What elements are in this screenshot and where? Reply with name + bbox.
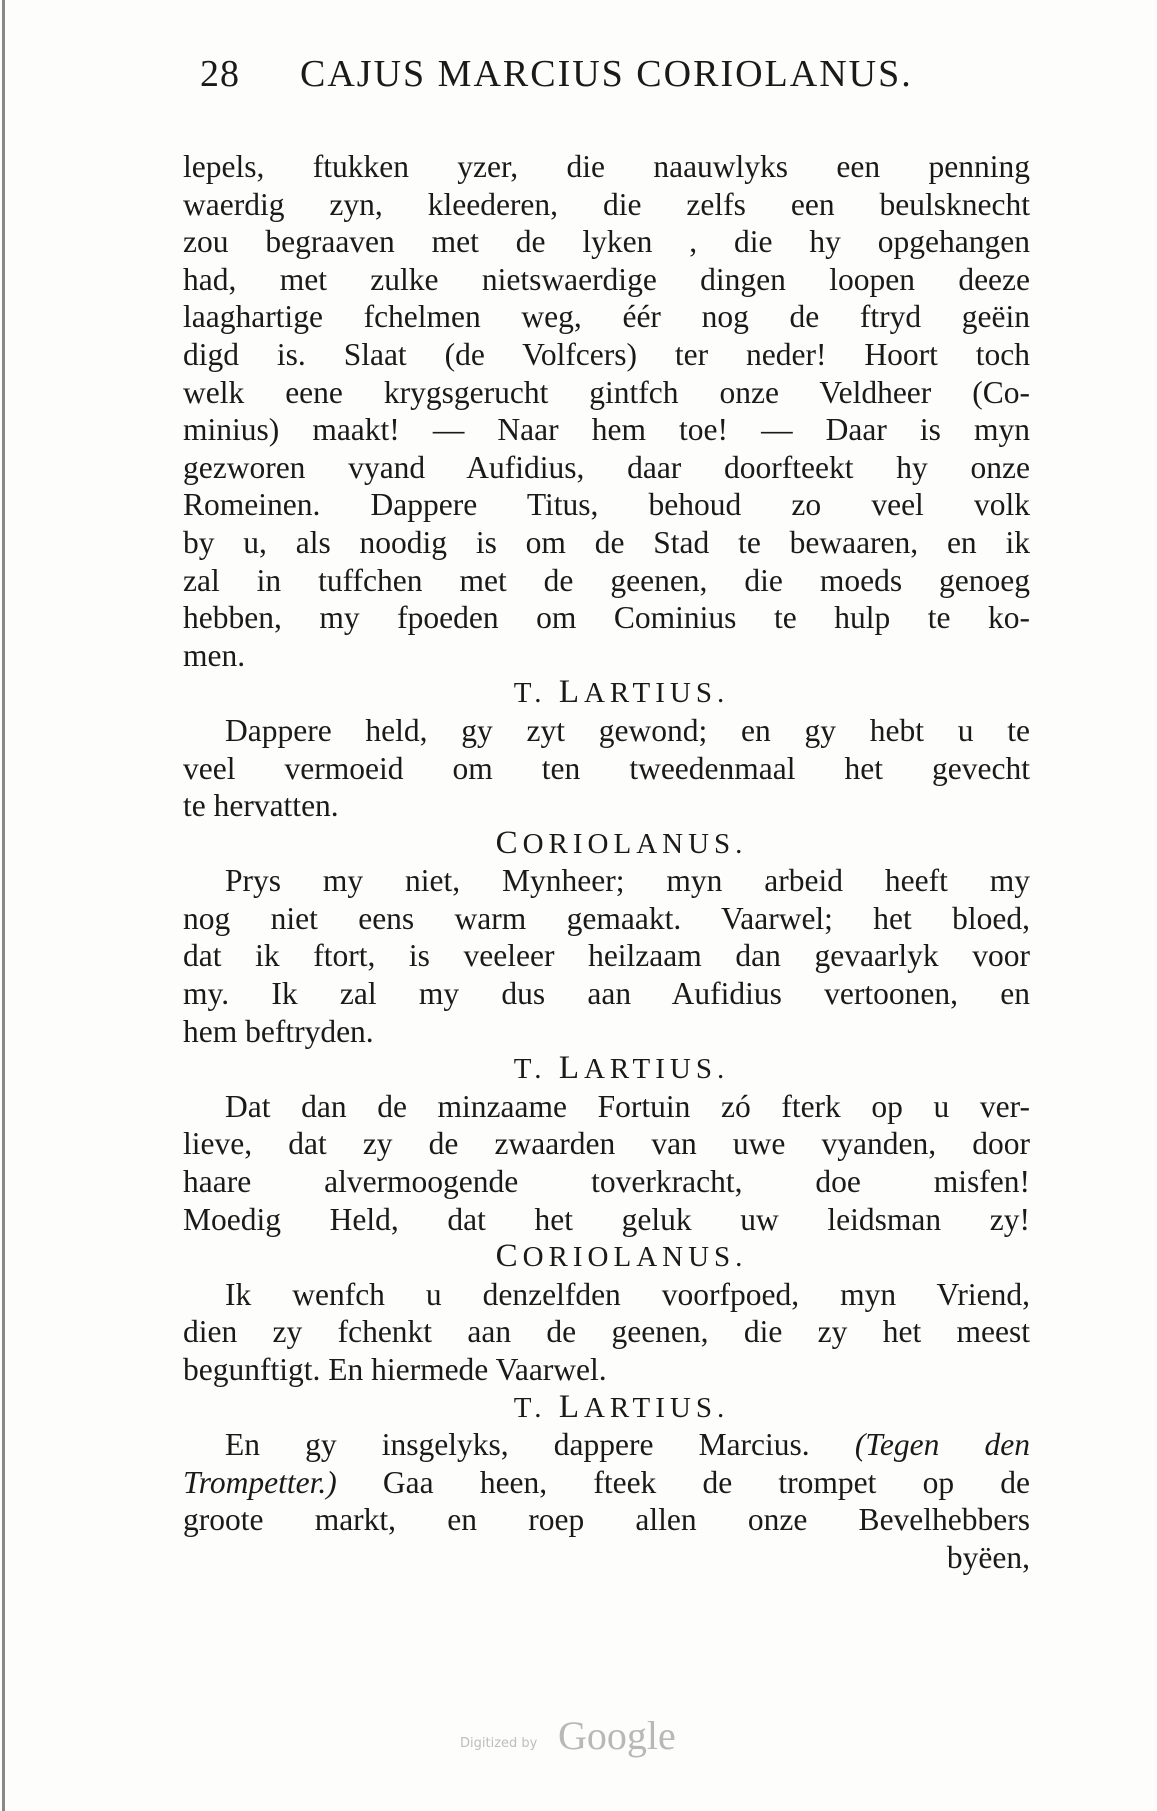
speaker-rest: ARTIUS. <box>583 677 730 710</box>
text-line: gezworen vyand Aufidius, daar doorfteekt hy onze <box>183 449 1030 485</box>
text-line: laaghartige fchelmen weg, éér nog de ftryd geëin <box>183 299 1030 335</box>
text-line: men. <box>183 637 246 673</box>
speaker-initial: T. <box>513 1391 547 1424</box>
text-line: dat ik ftort, is veeleer heilzaam dan gevaarlyk voor <box>183 938 1030 974</box>
text-line: Ik wenfch u denzelfden voorfpoed, myn Vriend, <box>225 1276 1030 1312</box>
text-line: zal in tuffchen met de geenen, die moeds genoeg <box>183 562 1030 598</box>
text-line: Moedig Held, dat het geluk uw leidsman zy! <box>183 1201 1030 1237</box>
text-line: digd is. Slaat (de Volfcers) ter neder! Hoort toch <box>183 336 1030 372</box>
text-line <box>183 1426 1030 1464</box>
text-line: zou begraaven met de lyken , die hy opgehangen <box>183 224 1030 260</box>
text-line: haare alvermoogende toverkracht, doe misfen! <box>183 1164 1030 1200</box>
text-line: hebben, my fpoeden om Cominius te hulp te ko- <box>183 600 1030 636</box>
text-line: begunftigt. En hiermede Vaarwel. <box>183 1352 607 1387</box>
page-number: 28 <box>200 53 240 95</box>
speaker-cap: C <box>495 1238 523 1275</box>
text-line: Dat dan de minzaame Fortuin zó fterk op u ver- <box>225 1088 1030 1124</box>
text-line: lieve, dat zy de zwaarden van uwe vyanden, door <box>183 1126 1030 1162</box>
speaker-heading-lartius <box>183 1050 1030 1088</box>
stage-direction: (Tegen den <box>854 1427 1031 1463</box>
text-line: hem beftryden. <box>183 1013 374 1049</box>
stage-direction: Trompetter.) <box>183 1464 337 1500</box>
speaker-heading-lartius <box>183 1389 1030 1427</box>
text-line: nog niet eens warm gemaakt. Vaarwel; het bloed, <box>183 900 1030 936</box>
text-line: waerdig zyn, kleederen, die zelfs een beulsknecht <box>183 186 1030 222</box>
speaker-heading-coriolanus <box>183 825 1030 863</box>
text-line: dien zy fchenkt aan de geenen, die zy het meest <box>183 1314 1030 1350</box>
text-line: lepels, ftukken yzer, die naauwlyks een penning <box>183 149 1030 184</box>
speaker-rest: ARTIUS. <box>583 1053 730 1086</box>
text-line: welk eene krygsgerucht gintfch onze Veldheer (Co- <box>183 374 1030 410</box>
text-line: my. Ik zal my dus aan Aufidius vertoonen, en <box>183 976 1030 1012</box>
text-segment: Gaa heen, fteek de trompet op de <box>382 1464 1031 1500</box>
speaker-rest: ORIOLANUS. <box>522 1241 748 1274</box>
speaker-cap: L <box>558 1388 584 1425</box>
text-line: Prys my niet, Mynheer; myn arbeid heeft my <box>225 863 1030 899</box>
text-line: groote markt, en roep allen onze Bevelhebbers <box>183 1502 1030 1538</box>
catchword: byëen, <box>946 1539 1030 1575</box>
watermark-google-logo: Google <box>558 1713 676 1758</box>
speaker-rest: ORIOLANUS. <box>522 827 748 860</box>
speaker-heading-coriolanus <box>183 1238 1030 1276</box>
running-title: CAJUS MARCIUS CORIOLANUS. <box>300 53 913 95</box>
text-line: minius) maakt! — Naar hem toe! — Daar is myn <box>183 412 1030 448</box>
text-line: veel vermoeid om ten tweedenmaal het gevecht <box>183 750 1030 786</box>
text-line: te hervatten. <box>183 788 339 824</box>
speaker-initial: T. <box>513 1053 547 1086</box>
speaker-heading-lartius <box>183 674 1030 712</box>
speaker-cap: L <box>558 1050 584 1087</box>
watermark-digitized-by: Digitized by <box>460 1736 538 1751</box>
text-segment: En gy insgelyks, dappere Marcius. <box>225 1427 810 1463</box>
digitized-watermark <box>460 1713 710 1762</box>
text-line: Dappere held, gy zyt gewond; en gy hebt u te <box>225 712 1030 748</box>
speaker-cap: C <box>495 824 523 861</box>
body-text <box>183 148 1030 1577</box>
text-line: by u, als noodig is om de Stad te bewaaren, en ik <box>183 524 1030 560</box>
speaker-initial: T. <box>513 677 547 710</box>
speaker-rest: ARTIUS. <box>583 1391 730 1424</box>
running-header <box>200 52 960 102</box>
text-line: Romeinen. Dappere Titus, behoud zo veel volk <box>183 487 1030 523</box>
page-edge-shadow <box>2 0 5 1811</box>
text-line: had, met zulke nietswaerdige dingen loopen deeze <box>183 261 1030 297</box>
speaker-cap: L <box>558 674 584 711</box>
text-line <box>183 1464 1030 1502</box>
